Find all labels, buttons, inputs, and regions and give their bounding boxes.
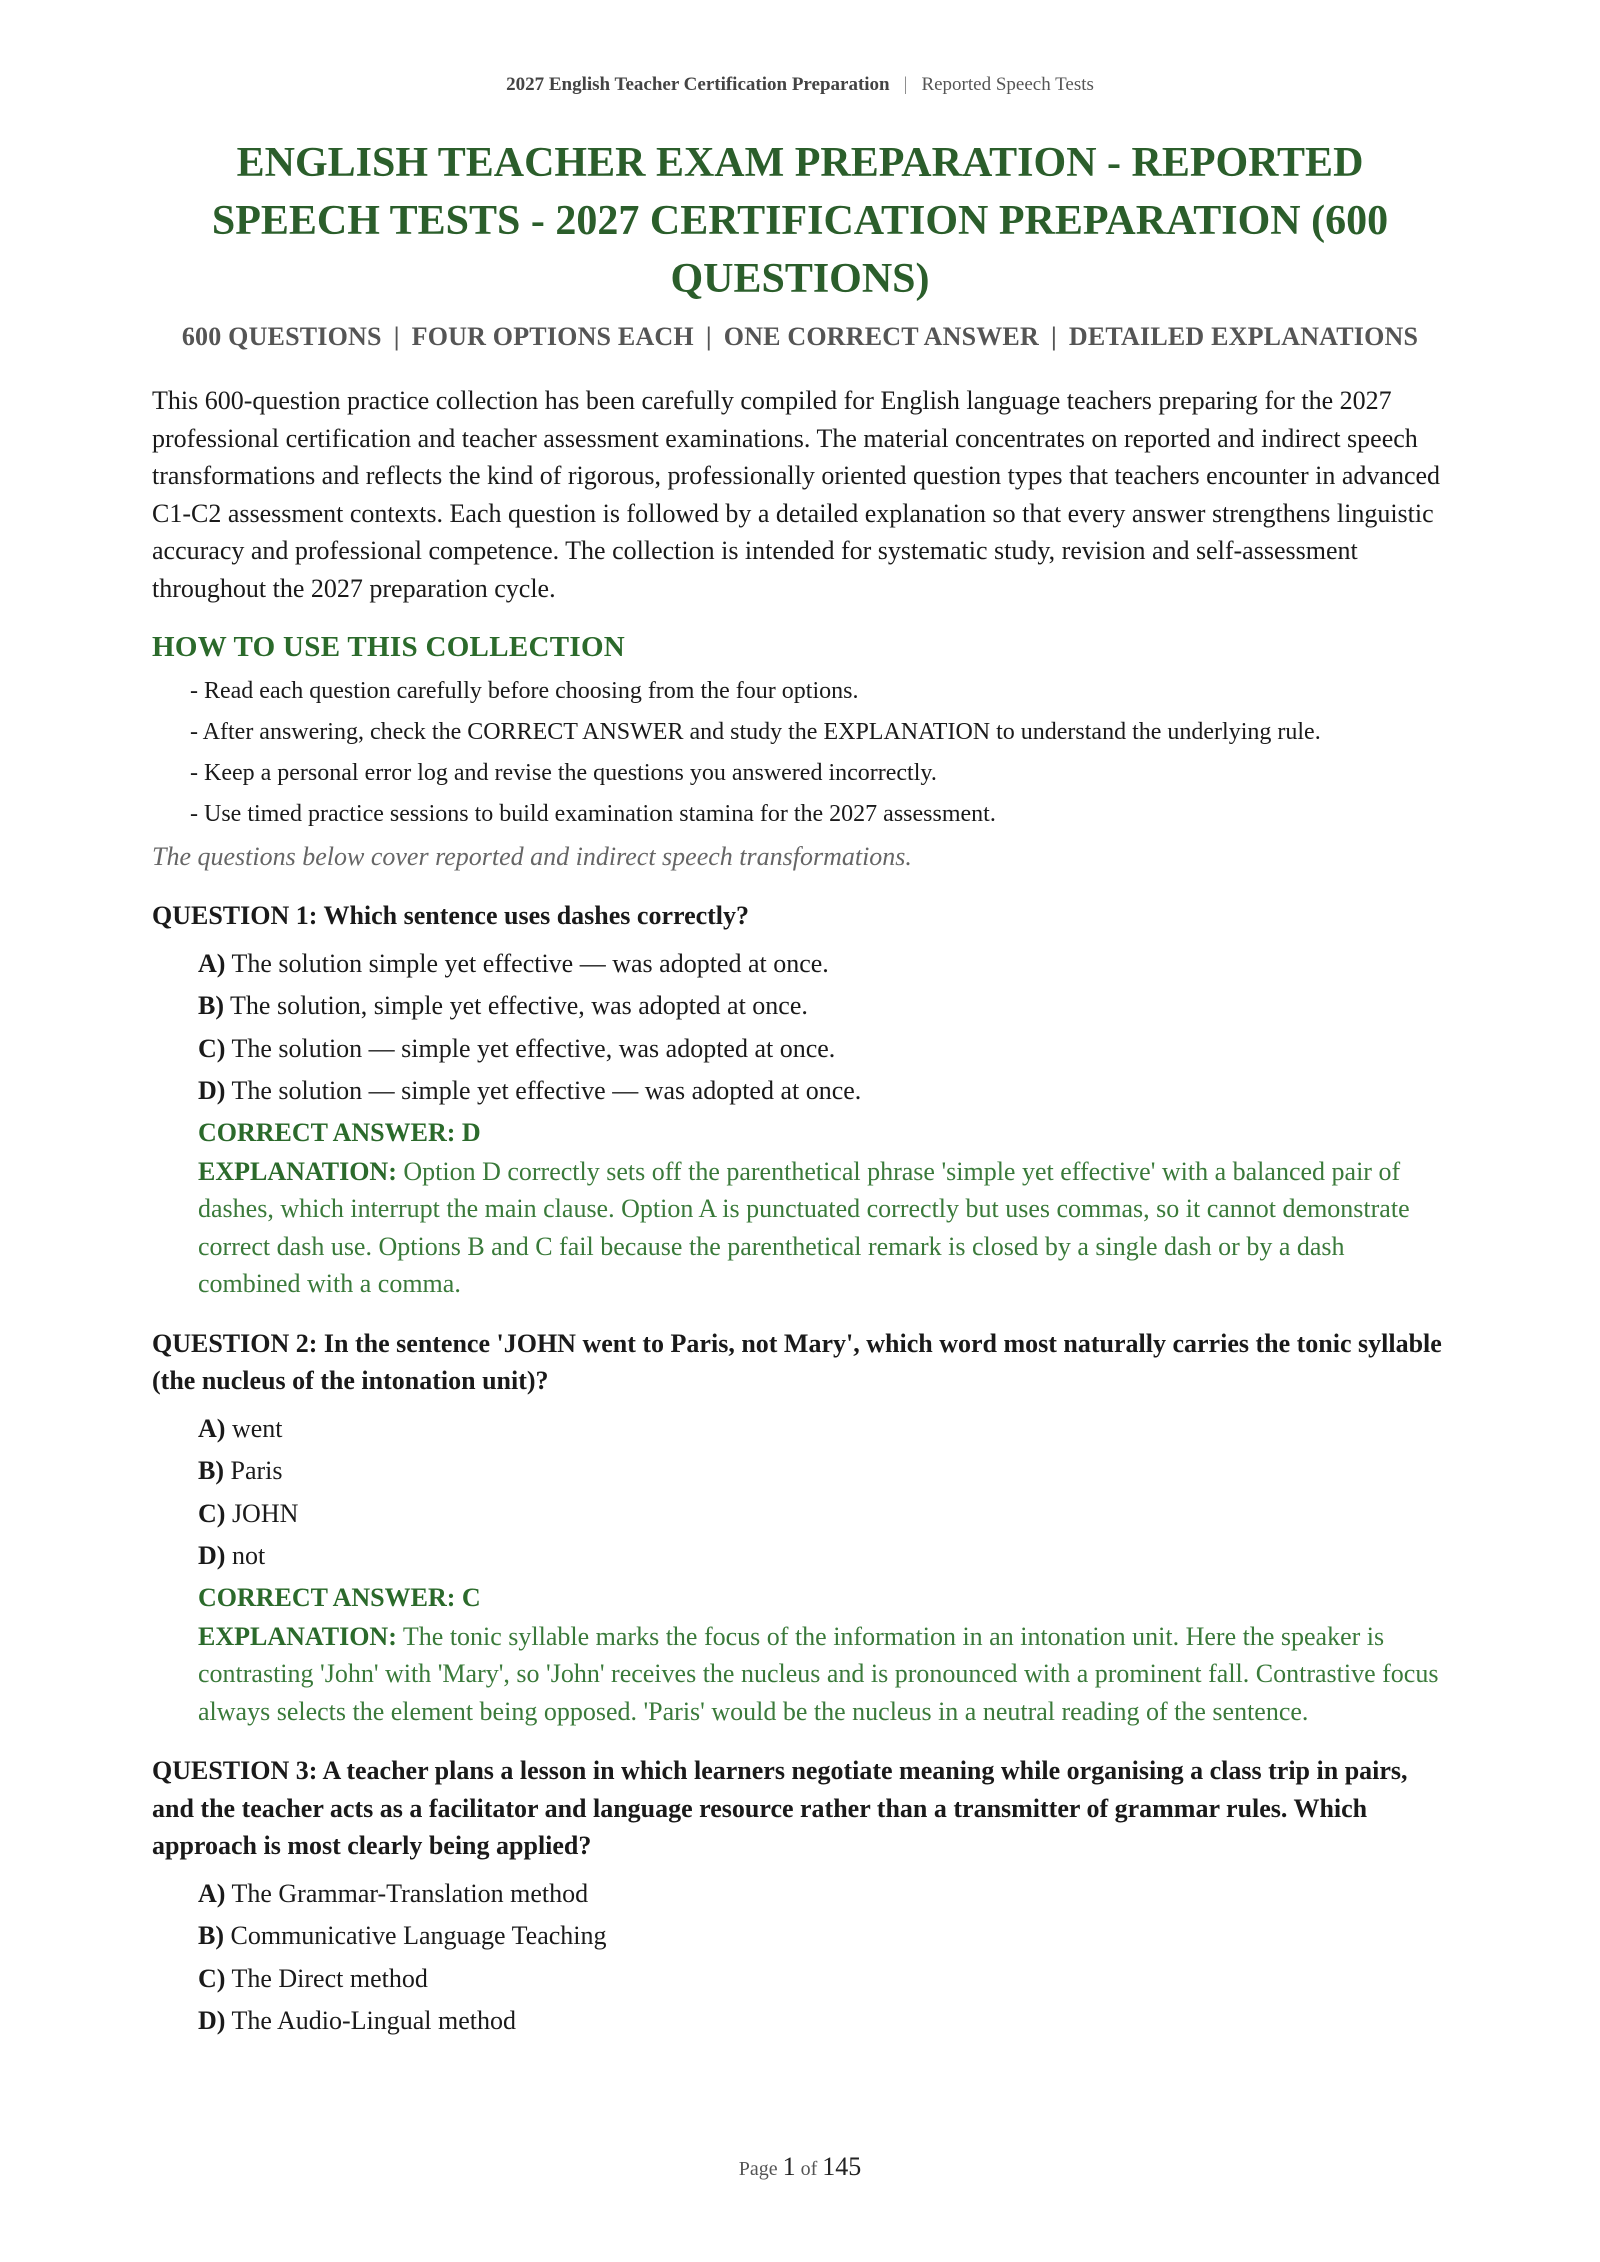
running-header-separator: | [903, 74, 908, 95]
option-letter: A) [198, 1413, 226, 1443]
option-letter: C) [198, 1963, 226, 1993]
correct-answer [198, 1113, 1452, 1153]
footer-total-pages: 145 [822, 2152, 862, 2181]
option-text: Communicative Language Teaching [230, 1921, 607, 1950]
explanation [198, 1153, 1452, 1303]
question-stem: QUESTION 1: Which sentence uses dashes correctly? [152, 901, 750, 930]
option-letter: A) [198, 1878, 226, 1908]
subtitle-separator: | [393, 322, 400, 351]
option-text: The Audio-Lingual method [231, 2006, 516, 2035]
subtitle-item: 600 QUESTIONS [181, 322, 382, 351]
running-header [0, 74, 1600, 96]
running-header-right: Reported Speech Tests [921, 74, 1094, 95]
question-block [152, 897, 1452, 1303]
main-content [152, 382, 1452, 2043]
option-item [198, 985, 1452, 1028]
question-block [152, 1325, 1452, 1731]
option-letter: D) [198, 1541, 226, 1570]
question-block [152, 1752, 1452, 2043]
subtitle-bar [100, 322, 1500, 352]
option-text: Paris [230, 1456, 283, 1485]
option-letter: C) [198, 1498, 226, 1528]
subtitle-separator: | [705, 322, 712, 351]
correct-answer [198, 1578, 1452, 1618]
explanation [198, 1618, 1452, 1731]
how-to-use-item: - After answering, check the CORRECT ANSWER and study the EXPLANATION to understand the underlying rule. [190, 719, 1321, 745]
option-letter: C) [198, 1033, 226, 1063]
option-text: The solution — simple yet effective — was adopted at once. [231, 1076, 862, 1105]
how-to-use-item: - Read each question carefully before choosing from the four options. [190, 678, 859, 704]
option-letter: D) [198, 2006, 226, 2035]
option-item [198, 1450, 1452, 1493]
option-list [152, 943, 1452, 1113]
footer-current-page: 1 [782, 2152, 796, 2181]
explanation-text: The tonic syllable marks the focus of the information in an intonation unit. Here the speaker is contrasting 'John' with 'Mary', so 'John' receives the nucleus and is pronounced with a prominent fall. Contrastive focus always selects the element being opposed. 'Paris' would be the nucleus in a neutral reading of the sentence. [198, 1621, 1439, 1726]
option-text: The Grammar-Translation method [231, 1878, 589, 1908]
option-text: The solution, simple yet effective, was adopted at once. [230, 991, 808, 1020]
correct-answer-value: C [461, 1582, 481, 1612]
subtitle-separator: | [1050, 322, 1057, 351]
how-to-use-item: - Use timed practice sessions to build examination stamina for the 2027 assessment. [190, 801, 996, 827]
option-list [152, 1408, 1452, 1578]
option-item [198, 1915, 1452, 1958]
coverage-note: The questions below cover reported and indirect speech transformations. [152, 842, 912, 871]
running-header-left: 2027 English Teacher Certification Preparation [506, 74, 890, 95]
option-text: The solution — simple yet effective, was adopted at once. [231, 1033, 836, 1063]
subtitle-item: ONE CORRECT ANSWER [723, 322, 1039, 351]
explanation-text: Option D correctly sets off the parenthetical phrase 'simple yet effective' with a balanced pair of dashes, which interrupt the main clause. Option A is punctuated correctly but uses commas, so it cannot demonstrate correct dash use. Options B and C fail because the parenthetical remark is closed by a single dash or by a dash combined with a comma. [198, 1156, 1410, 1298]
how-to-use-heading: HOW TO USE THIS COLLECTION [152, 631, 626, 663]
option-item [198, 1070, 1452, 1113]
option-text: The solution simple yet effective — was adopted at once. [231, 948, 829, 978]
option-letter: B) [198, 1921, 224, 1950]
correct-answer-value: D [461, 1117, 481, 1147]
question-stem: QUESTION 3: A teacher plans a lesson in which learners negotiate meaning while organising a class trip in pairs, and the teacher acts as a facilitator and language resource rather than a transmitter of grammar rules. Which approach is most clearly being applied? [152, 1756, 1408, 1860]
option-item [198, 943, 1452, 986]
explanation-label: EXPLANATION: [198, 1621, 397, 1651]
correct-answer-label: CORRECT ANSWER: [198, 1117, 456, 1147]
option-item [198, 1958, 1452, 2001]
subtitle-item: DETAILED EXPLANATIONS [1068, 322, 1419, 351]
option-text: The Direct method [231, 1963, 428, 1993]
footer-page-word: Page [738, 2158, 778, 2180]
explanation-label: EXPLANATION: [198, 1156, 397, 1186]
option-text: JOHN [231, 1498, 299, 1528]
page-footer [0, 2152, 1600, 2182]
how-to-use-item: - Keep a personal error log and revise the questions you answered incorrectly. [190, 760, 937, 786]
answer-block [152, 1578, 1452, 1731]
option-item [198, 2000, 1452, 2043]
option-item [198, 1535, 1452, 1578]
option-item [198, 1873, 1452, 1916]
option-letter: B) [198, 991, 224, 1020]
option-item [198, 1028, 1452, 1071]
option-letter: D) [198, 1076, 226, 1105]
option-list [152, 1873, 1452, 2043]
how-to-use-list [152, 674, 1452, 832]
option-letter: B) [198, 1456, 224, 1485]
option-letter: A) [198, 948, 226, 978]
correct-answer-label: CORRECT ANSWER: [198, 1582, 456, 1612]
answer-block [152, 1113, 1452, 1303]
subtitle-item: FOUR OPTIONS EACH [411, 322, 694, 351]
footer-of-word: of [800, 2158, 818, 2180]
option-item [198, 1493, 1452, 1536]
document-title: ENGLISH TEACHER EXAM PREPARATION - REPORTED SPEECH TESTS - 2027 CERTIFICATION PREPARATION (600 QUESTIONS) [211, 140, 1389, 302]
option-text: went [231, 1413, 283, 1443]
option-text: not [231, 1541, 266, 1570]
option-item [198, 1408, 1452, 1451]
question-stem: QUESTION 2: In the sentence 'JOHN went to Paris, not Mary', which word most naturally carries the tonic syllable (the nucleus of the intonation unit)? [152, 1328, 1442, 1395]
intro-paragraph: This 600-question practice collection has been carefully compiled for English language teachers preparing for the 2027 professional certification and teacher assessment examinations. The material concentrates on reported and indirect speech transformations and reflects the kind of rigorous, professionally oriented question types that teachers encounter in advanced C1-C2 assessment contexts. Each question is followed by a detailed explanation so that every answer strengthens linguistic accuracy and professional competence. The collection is intended for systematic study, revision and self-assessment throughout the 2027 preparation cycle. [152, 386, 1441, 603]
